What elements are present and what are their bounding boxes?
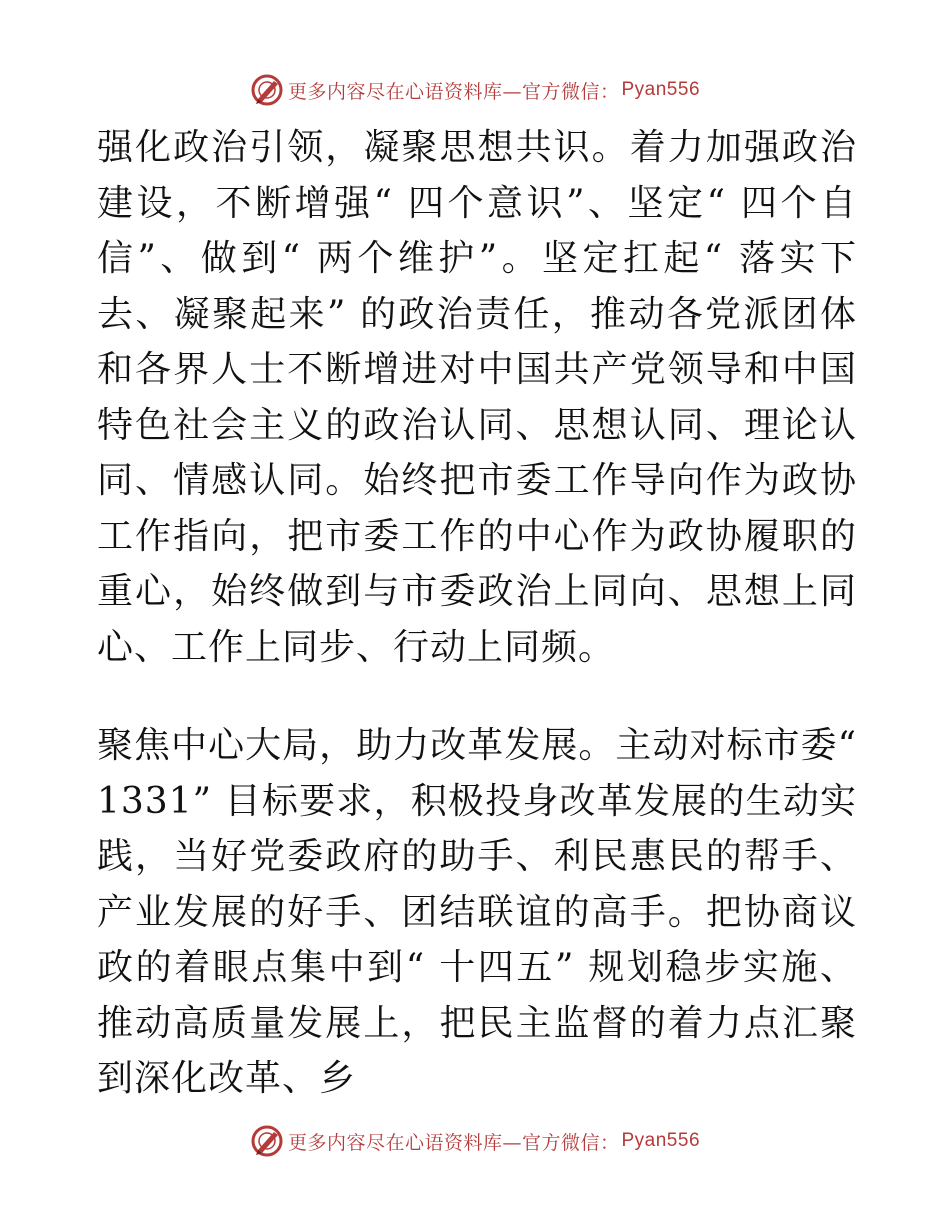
paragraph-1: 强化政治引领，凝聚思想共识。着力加强政治建设，不断增强“ 四个意识”、坚定“ 四个自信”、做到“ 两个维护”。坚定扛起“ 落实下去、凝聚起来” 的政治责任，推动各党派团体和各界人士不断增进对中国共产党领导和中国特色社会主义的政治认同、思想认同、理论认同、情感认同。始终把市委工作导向作为政协工作指向，把市委工作的中心作为政协履职的重心，始终做到与市委政治上同向、思想上同心、工作上同步、行动上同频。 — [97, 127, 857, 668]
watermark-handle: Pyan556 — [621, 79, 701, 100]
watermark-handle: Pyan556 — [621, 1130, 701, 1151]
paragraph-2: 聚焦中心大局，助力改革发展。主动对标市委“ 1331” 目标要求，积极投身改革发展的生动实践，当好党委政府的助手、利民惠民的帮手、产业发展的好手、团结联谊的高手。把协商议政的着眼点集中到“ 十四五” 规划稳步实施、推动高质量发展上，把民主监督的着力点汇聚到深化改革、乡 — [97, 725, 857, 1099]
pen-circle-logo-icon — [250, 73, 284, 107]
watermark-footer — [0, 1121, 950, 1161]
pen-circle-logo-icon — [250, 1124, 284, 1158]
watermark-text: 更多内容尽在心语资料库—官方微信： — [287, 80, 620, 103]
watermark-text: 更多内容尽在心语资料库—官方微信： — [287, 1131, 620, 1154]
watermark-header — [0, 70, 950, 110]
